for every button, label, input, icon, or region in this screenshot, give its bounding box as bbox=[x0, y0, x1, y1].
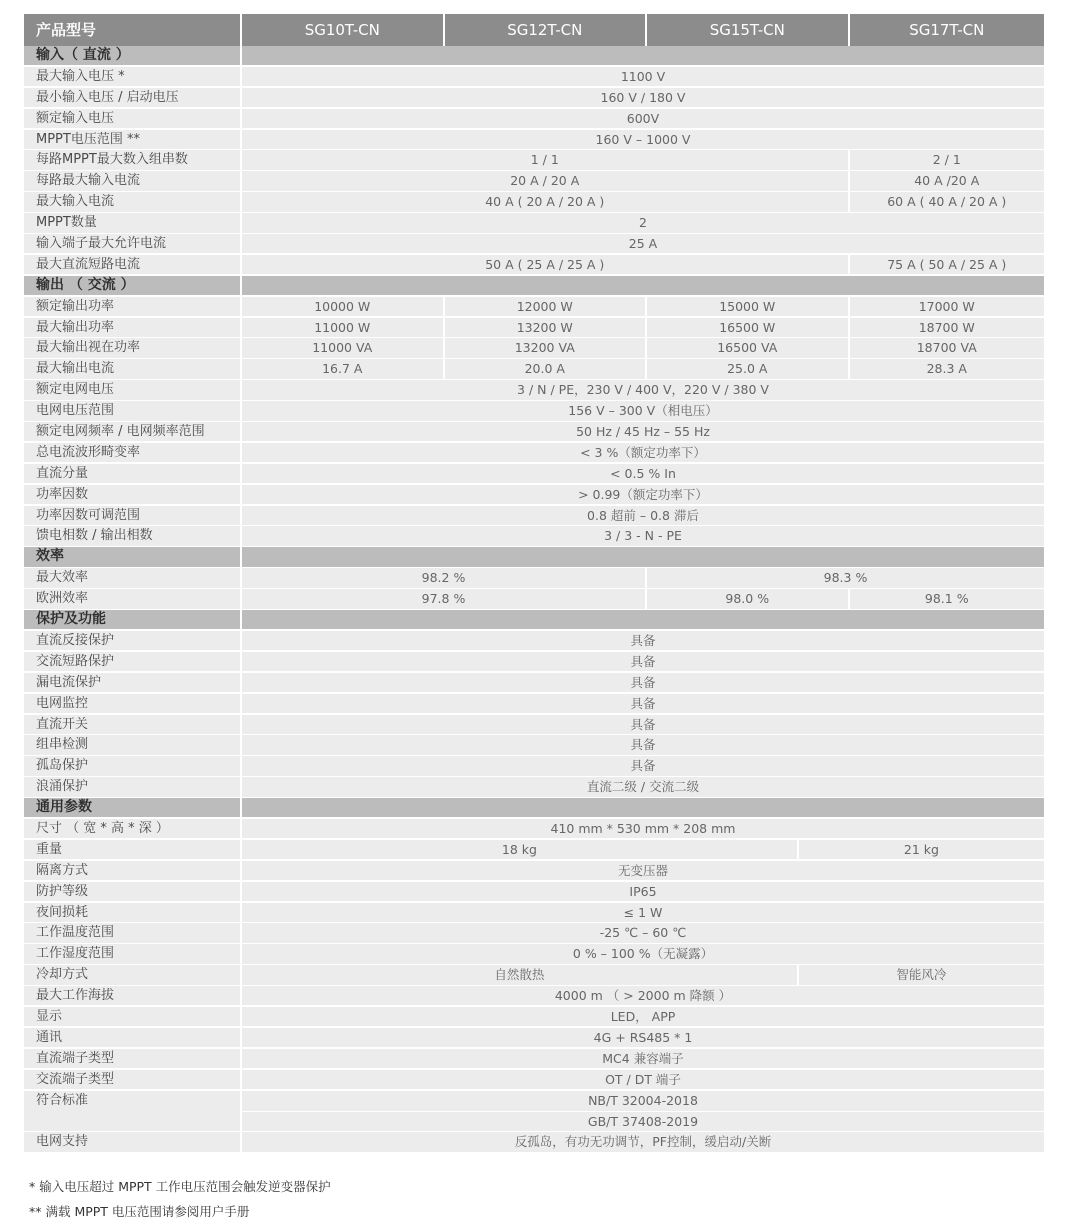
spec-value: 25.0 A bbox=[647, 359, 848, 378]
spec-row bbox=[24, 965, 1044, 986]
spec-value: 18700 VA bbox=[850, 338, 1045, 357]
spec-label: 通讯 bbox=[24, 1028, 240, 1047]
spec-label: 防护等级 bbox=[24, 882, 240, 901]
spec-value: 具备 bbox=[242, 756, 1044, 775]
spec-label: 隔离方式 bbox=[24, 861, 240, 880]
spec-row bbox=[24, 1132, 1044, 1153]
spec-label: 最大输入电压 * bbox=[24, 67, 240, 86]
spec-value: 4G + RS485 * 1 bbox=[242, 1028, 1044, 1047]
spec-value: 156 V – 300 V（相电压） bbox=[242, 401, 1044, 420]
spec-row bbox=[24, 673, 1044, 694]
spec-label: 额定电网电压 bbox=[24, 380, 240, 399]
section-bar bbox=[242, 46, 1044, 65]
spec-value: 1 / 1 bbox=[242, 150, 848, 169]
spec-value: 20.0 A bbox=[445, 359, 646, 378]
spec-value: 160 V – 1000 V bbox=[242, 130, 1044, 149]
spec-value: 15000 W bbox=[647, 297, 848, 316]
spec-value: 10000 W bbox=[242, 297, 443, 316]
spec-value: 11000 W bbox=[242, 318, 443, 337]
spec-row bbox=[24, 67, 1044, 88]
spec-label: 工作温度范围 bbox=[24, 923, 240, 942]
spec-value: 2 bbox=[242, 213, 1044, 232]
spec-row bbox=[24, 652, 1044, 673]
spec-value: 17000 W bbox=[850, 297, 1045, 316]
section-bar bbox=[242, 276, 1044, 295]
spec-row bbox=[24, 130, 1044, 151]
spec-label: 额定输出功率 bbox=[24, 297, 240, 316]
spec-label: 最大输入电流 bbox=[24, 192, 240, 211]
spec-label: 电网监控 bbox=[24, 694, 240, 713]
spec-row bbox=[24, 631, 1044, 652]
spec-row bbox=[24, 944, 1044, 965]
spec-row bbox=[24, 819, 1044, 840]
spec-row bbox=[24, 171, 1044, 192]
spec-row bbox=[24, 464, 1044, 485]
footnote-mppt-range: ** 满载 MPPT 电压范围请参阅用户手册 bbox=[29, 1204, 250, 1219]
spec-label: 漏电流保护 bbox=[24, 673, 240, 692]
spec-label: 最大输出功率 bbox=[24, 318, 240, 337]
spec-label: 额定电网频率 / 电网频率范围 bbox=[24, 422, 240, 441]
spec-label: 最大输出视在功率 bbox=[24, 338, 240, 357]
spec-value: 160 V / 180 V bbox=[242, 88, 1044, 107]
spec-label: 馈电相数 / 输出相数 bbox=[24, 526, 240, 545]
spec-value: 3 / 3 - N - PE bbox=[242, 526, 1044, 545]
spec-row bbox=[24, 1007, 1044, 1028]
spec-value: 20 A / 20 A bbox=[242, 171, 848, 190]
spec-value: 98.1 % bbox=[850, 589, 1045, 608]
spec-value: 50 A ( 25 A / 25 A ) bbox=[242, 255, 848, 274]
spec-row bbox=[24, 88, 1044, 109]
spec-value: 具备 bbox=[242, 631, 1044, 650]
section-header bbox=[24, 46, 1044, 67]
spec-label: 浪涌保护 bbox=[24, 777, 240, 796]
spec-row bbox=[24, 735, 1044, 756]
spec-row bbox=[24, 422, 1044, 443]
spec-row bbox=[24, 234, 1044, 255]
spec-value: 25 A bbox=[242, 234, 1044, 253]
spec-value: 反孤岛，有功无功调节，PF控制，缓启动/关断 bbox=[242, 1132, 1044, 1151]
spec-value: OT / DT 端子 bbox=[242, 1070, 1044, 1089]
spec-row bbox=[24, 506, 1044, 527]
section-header bbox=[24, 610, 1044, 631]
spec-value: 98.0 % bbox=[647, 589, 848, 608]
spec-label: 最大输出电流 bbox=[24, 359, 240, 378]
spec-label: 尺寸 （ 宽 * 高 * 深 ） bbox=[24, 819, 240, 838]
spec-row bbox=[24, 777, 1044, 798]
spec-label: 显示 bbox=[24, 1007, 240, 1026]
spec-value: 无变压器 bbox=[242, 861, 1044, 880]
spec-label: 功率因数 bbox=[24, 485, 240, 504]
section-bar bbox=[242, 610, 1044, 629]
spec-row bbox=[24, 1028, 1044, 1049]
spec-row bbox=[24, 903, 1044, 924]
model-name: SG10T-CN bbox=[242, 14, 443, 46]
spec-row bbox=[24, 526, 1044, 547]
spec-row bbox=[24, 715, 1044, 736]
model-name: SG12T-CN bbox=[445, 14, 646, 46]
model-header-row bbox=[24, 14, 1044, 46]
spec-row bbox=[24, 986, 1044, 1007]
spec-value: 1100 V bbox=[242, 67, 1044, 86]
spec-row bbox=[24, 443, 1044, 464]
spec-row bbox=[24, 1070, 1044, 1091]
spec-value: 2 / 1 bbox=[850, 150, 1045, 169]
spec-label: 交流端子类型 bbox=[24, 1070, 240, 1089]
spec-label: 电网电压范围 bbox=[24, 401, 240, 420]
section-title: 输出 （ 交流 ） bbox=[24, 276, 240, 295]
spec-label: 工作湿度范围 bbox=[24, 944, 240, 963]
spec-value: 具备 bbox=[242, 652, 1044, 671]
header-label: 产品型号 bbox=[24, 14, 240, 46]
spec-value: -25 ℃ – 60 ℃ bbox=[242, 923, 1044, 942]
spec-value: 具备 bbox=[242, 694, 1044, 713]
spec-row bbox=[24, 589, 1044, 610]
spec-value: 18700 W bbox=[850, 318, 1045, 337]
spec-label: 最大直流短路电流 bbox=[24, 255, 240, 274]
spec-row bbox=[24, 882, 1044, 903]
section-title: 保护及功能 bbox=[24, 610, 240, 629]
spec-value: 具备 bbox=[242, 735, 1044, 754]
spec-value: > 0.99（额定功率下） bbox=[242, 485, 1044, 504]
spec-row bbox=[24, 380, 1044, 401]
spec-row bbox=[24, 840, 1044, 861]
spec-label: 最大效率 bbox=[24, 568, 240, 587]
spec-label: 交流短路保护 bbox=[24, 652, 240, 671]
spec-value: 具备 bbox=[242, 673, 1044, 692]
spec-label: MPPT数量 bbox=[24, 213, 240, 232]
spec-label: 符合标准 bbox=[24, 1091, 240, 1131]
spec-label: 组串检测 bbox=[24, 735, 240, 754]
spec-value: 21 kg bbox=[799, 840, 1044, 859]
spec-label: 总电流波形畸变率 bbox=[24, 443, 240, 462]
spec-value: LED， APP bbox=[242, 1007, 1044, 1026]
spec-label: 每路MPPT最大数入组串数 bbox=[24, 150, 240, 169]
section-header bbox=[24, 798, 1044, 819]
spec-value: 410 mm * 530 mm * 208 mm bbox=[242, 819, 1044, 838]
spec-table bbox=[24, 14, 1044, 1153]
spec-value: 12000 W bbox=[445, 297, 646, 316]
section-header bbox=[24, 547, 1044, 568]
spec-value: MC4 兼容端子 bbox=[242, 1049, 1044, 1068]
spec-row bbox=[24, 297, 1044, 318]
spec-row bbox=[24, 568, 1044, 589]
footnote-input-voltage: * 输入电压超过 MPPT 工作电压范围会触发逆变器保护 bbox=[29, 1179, 331, 1194]
spec-value: NB/T 32004-2018 bbox=[242, 1091, 1044, 1112]
section-header bbox=[24, 276, 1044, 297]
section-title: 效率 bbox=[24, 547, 240, 566]
spec-label: 每路最大输入电流 bbox=[24, 171, 240, 190]
spec-row bbox=[24, 923, 1044, 944]
model-name: SG17T-CN bbox=[850, 14, 1045, 46]
spec-label: 功率因数可调范围 bbox=[24, 506, 240, 525]
spec-value: 11000 VA bbox=[242, 338, 443, 357]
spec-row bbox=[24, 861, 1044, 882]
section-bar bbox=[242, 547, 1044, 566]
spec-label: MPPT电压范围 ** bbox=[24, 130, 240, 149]
spec-label: 电网支持 bbox=[24, 1132, 240, 1151]
spec-value: 直流二级 / 交流二级 bbox=[242, 777, 1044, 796]
spec-value: 40 A /20 A bbox=[850, 171, 1045, 190]
model-name: SG15T-CN bbox=[647, 14, 848, 46]
spec-label: 冷却方式 bbox=[24, 965, 240, 984]
spec-label: 直流端子类型 bbox=[24, 1049, 240, 1068]
spec-label: 最小输入电压 / 启动电压 bbox=[24, 88, 240, 107]
spec-value: < 0.5 % In bbox=[242, 464, 1044, 483]
spec-label: 直流分量 bbox=[24, 464, 240, 483]
spec-value: 18 kg bbox=[242, 840, 797, 859]
spec-row bbox=[24, 359, 1044, 380]
spec-label: 夜间损耗 bbox=[24, 903, 240, 922]
spec-value-stack bbox=[242, 1091, 1044, 1131]
spec-label: 孤岛保护 bbox=[24, 756, 240, 775]
spec-value: 28.3 A bbox=[850, 359, 1045, 378]
spec-value: 16.7 A bbox=[242, 359, 443, 378]
spec-label: 直流开关 bbox=[24, 715, 240, 734]
spec-value: 13200 VA bbox=[445, 338, 646, 357]
spec-row bbox=[24, 401, 1044, 422]
spec-value: 自然散热 bbox=[242, 965, 797, 984]
section-title: 通用参数 bbox=[24, 798, 240, 817]
spec-row bbox=[24, 109, 1044, 130]
spec-value: 97.8 % bbox=[242, 589, 645, 608]
spec-row bbox=[24, 694, 1044, 715]
spec-row bbox=[24, 150, 1044, 171]
spec-row bbox=[24, 192, 1044, 213]
spec-value: 75 A ( 50 A / 25 A ) bbox=[850, 255, 1045, 274]
spec-row bbox=[24, 1091, 1044, 1133]
spec-row bbox=[24, 338, 1044, 359]
spec-value: 智能风冷 bbox=[799, 965, 1044, 984]
spec-value: 600V bbox=[242, 109, 1044, 128]
spec-row bbox=[24, 213, 1044, 234]
footnotes bbox=[29, 1174, 331, 1224]
spec-label: 最大工作海拔 bbox=[24, 986, 240, 1005]
spec-label: 额定输入电压 bbox=[24, 109, 240, 128]
spec-label: 直流反接保护 bbox=[24, 631, 240, 650]
spec-value: 13200 W bbox=[445, 318, 646, 337]
spec-value: 98.3 % bbox=[647, 568, 1044, 587]
spec-label: 重量 bbox=[24, 840, 240, 859]
spec-value: 98.2 % bbox=[242, 568, 645, 587]
spec-value: 具备 bbox=[242, 715, 1044, 734]
spec-value: 16500 VA bbox=[647, 338, 848, 357]
spec-value: GB/T 37408-2019 bbox=[242, 1111, 1044, 1130]
spec-value: 40 A ( 20 A / 20 A ) bbox=[242, 192, 848, 211]
spec-label: 欧洲效率 bbox=[24, 589, 240, 608]
spec-value: 50 Hz / 45 Hz – 55 Hz bbox=[242, 422, 1044, 441]
spec-value: 0.8 超前 – 0.8 滞后 bbox=[242, 506, 1044, 525]
spec-value: < 3 %（额定功率下） bbox=[242, 443, 1044, 462]
section-title: 输入（ 直流 ） bbox=[24, 46, 240, 65]
spec-value: ≤ 1 W bbox=[242, 903, 1044, 922]
spec-row bbox=[24, 318, 1044, 339]
spec-row bbox=[24, 485, 1044, 506]
spec-row bbox=[24, 255, 1044, 276]
spec-value: IP65 bbox=[242, 882, 1044, 901]
spec-value: 3 / N / PE，230 V / 400 V，220 V / 380 V bbox=[242, 380, 1044, 399]
spec-value: 4000 m （ > 2000 m 降额 ） bbox=[242, 986, 1044, 1005]
spec-value: 16500 W bbox=[647, 318, 848, 337]
spec-row bbox=[24, 756, 1044, 777]
spec-row bbox=[24, 1049, 1044, 1070]
spec-value: 60 A ( 40 A / 20 A ) bbox=[850, 192, 1045, 211]
spec-label: 输入端子最大允许电流 bbox=[24, 234, 240, 253]
section-bar bbox=[242, 798, 1044, 817]
spec-value: 0 % – 100 %（无凝露） bbox=[242, 944, 1044, 963]
